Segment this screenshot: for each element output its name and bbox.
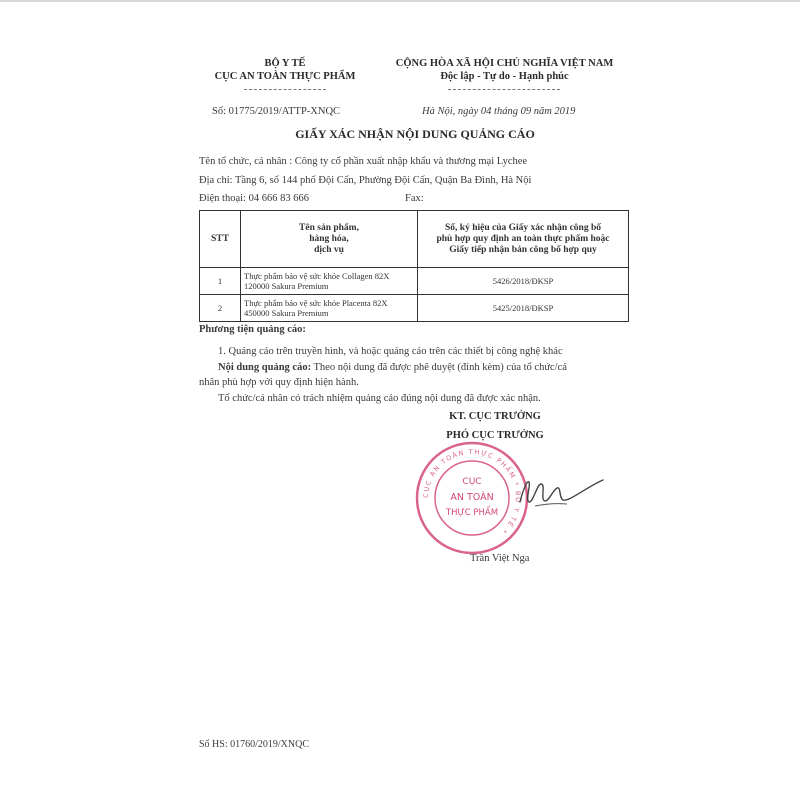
motto: Độc lập - Tự do - Hạnh phúc	[440, 71, 569, 82]
content-label: Nội dung quảng cáo:	[218, 362, 312, 373]
stamp-line: CỤC	[462, 477, 482, 487]
department-name: CỤC AN TOÀN THỰC PHẨM	[214, 71, 356, 82]
content-line	[218, 362, 567, 373]
stamp-line: THỰC PHẨM	[445, 508, 499, 518]
fax-line: Fax:	[405, 193, 424, 204]
row-stt: 2	[200, 295, 241, 322]
stamp-ring-text: CỤC AN TOÀN THỰC PHẨM * BỘ Y TẾ *	[421, 447, 523, 536]
header-product-line: dịch vụ	[314, 244, 344, 255]
dossier-number: Số HS: 01760/2019/XNQC	[199, 739, 310, 750]
row-stt: 1	[200, 268, 241, 295]
organization-line: Tên tổ chức, cá nhân : Công ty cổ phần xuất nhập khẩu và thương mại Lychee	[199, 156, 528, 167]
row-product: Thực phẩm bảo vệ sức khỏe Collagen 82X 120000 Sakura Premium	[241, 268, 418, 295]
signer-title-1: KT. CỤC TRƯỞNG	[449, 411, 541, 422]
media-item: 1. Quảng cáo trên truyền hình, và hoặc quảng cáo trên các thiết bị công nghệ khác	[218, 346, 563, 357]
row-product: Thực phẩm bảo vệ sức khỏe Placenta 82X 450000 Sakura Premium	[241, 295, 418, 322]
header-right-divider	[448, 89, 560, 90]
responsibility-line: Tổ chức/cá nhân có trách nhiệm quảng cáo đúng nội dung đã được xác nhận.	[218, 393, 541, 404]
content-text: Theo nội dung đã được phê duyệt (đính kèm) của tổ chức/cá	[311, 362, 567, 373]
media-heading: Phương tiện quảng cáo:	[199, 324, 306, 335]
document-title: GIẤY XÁC NHẬN NỘI DUNG QUẢNG CÁO	[295, 127, 535, 141]
row-certificate: 5425/2018/ĐKSP	[418, 295, 629, 322]
phone-line: Điện thoại: 04 666 83 666	[199, 193, 309, 204]
header-stt: STT	[200, 211, 241, 268]
address-line: Địa chỉ: Tầng 6, số 144 phố Đội Cấn, Phường Đội Cấn, Quận Ba Đình, Hà Nội	[199, 175, 532, 186]
header-left-divider	[244, 89, 326, 90]
ministry-name: BỘ Y TẾ	[264, 58, 306, 69]
content-line-2: nhân phù hợp với quy định hiện hành.	[199, 377, 359, 388]
document-date: Hà Nội, ngày 04 tháng 09 năm 2019	[422, 106, 576, 117]
header-cert-line: Giấy tiếp nhận bản công bố hợp quy	[449, 244, 597, 255]
header-product	[241, 211, 418, 268]
official-stamp	[414, 440, 530, 556]
product-table	[199, 210, 629, 322]
header-cert-line: Số, ký hiệu của Giấy xác nhận công bố	[445, 222, 601, 233]
table-row	[200, 268, 629, 295]
handwritten-signature	[515, 470, 610, 515]
header-certificate	[418, 211, 629, 268]
table-header-row	[200, 211, 629, 268]
stamp-line: AN TOÀN	[450, 492, 494, 503]
header-cert-line: phù hợp quy định an toàn thực phẩm hoặc	[436, 233, 610, 244]
header-product-line: Tên sản phẩm,	[299, 222, 359, 233]
document-number: Số: 01775/2019/ATTP-XNQC	[212, 106, 341, 117]
signer-title-2: PHÓ CỤC TRƯỞNG	[446, 430, 544, 441]
table-row	[200, 295, 629, 322]
header-product-line: hàng hóa,	[309, 233, 349, 244]
signer-name: Trần Việt Nga	[470, 553, 530, 564]
republic-name: CỘNG HÒA XÃ HỘI CHỦ NGHĨA VIỆT NAM	[395, 58, 614, 69]
row-certificate: 5426/2018/ĐKSP	[418, 268, 629, 295]
